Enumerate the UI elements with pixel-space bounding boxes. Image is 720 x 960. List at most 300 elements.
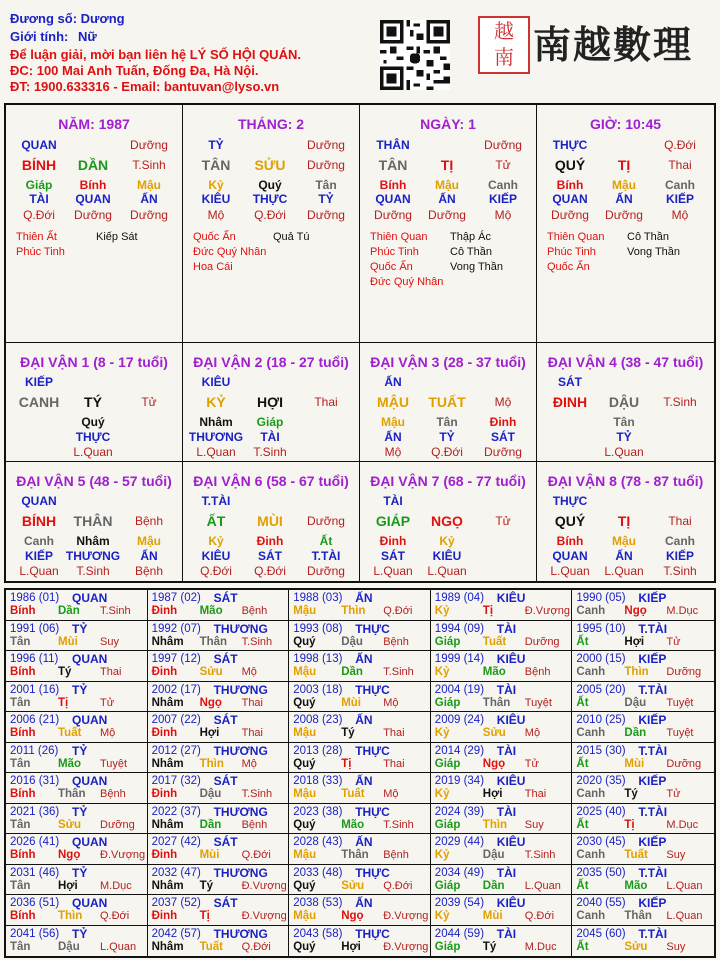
year-label: 2044 (59) bbox=[434, 927, 485, 940]
luck-title: ĐẠI VẬN 2 (18 - 27 tuổi) bbox=[193, 354, 349, 370]
year-god: T.TÀI bbox=[638, 865, 668, 880]
luck-hidden-state: Q.Đới bbox=[254, 564, 286, 578]
year-god: QUAN bbox=[72, 896, 108, 910]
year-life-stage: Dưỡng bbox=[100, 818, 135, 831]
luck-hidden-state: Bệnh bbox=[134, 564, 164, 578]
hidden-state: Dưỡng bbox=[374, 208, 412, 222]
gender-value: Nữ bbox=[77, 29, 97, 44]
year-label: 1993 (08) bbox=[293, 622, 343, 635]
year-branch: Dậu bbox=[624, 696, 647, 709]
year-stem: Quý bbox=[293, 757, 316, 770]
year-life-stage: Tuyệt bbox=[666, 696, 694, 709]
year-branch: Tý bbox=[199, 879, 214, 892]
hidden-stem: Quý bbox=[258, 178, 282, 192]
year-stem: Nhâm bbox=[151, 696, 184, 709]
year-stem: Mậu bbox=[293, 666, 317, 678]
year-life-stage: Đ.Vượng bbox=[383, 940, 429, 953]
year-branch: Tuất bbox=[341, 788, 365, 800]
year-label: 2006 (21) bbox=[10, 714, 60, 726]
year-stem: Mậu bbox=[293, 910, 317, 922]
hidden-stem: Mậu bbox=[435, 178, 459, 192]
luck-life-stage: Thai bbox=[668, 514, 692, 528]
year-label: 2034 (49) bbox=[434, 866, 485, 879]
year-stem: Đinh bbox=[151, 910, 178, 922]
year-god: KIẾP bbox=[638, 835, 667, 849]
hidden-state: Dưỡng bbox=[605, 208, 643, 222]
year-god: KIÊU bbox=[496, 713, 526, 727]
year-label: 2039 (54) bbox=[434, 897, 485, 909]
year-life-stage: Q.Đới bbox=[241, 940, 271, 953]
year-god: THỰC bbox=[355, 682, 390, 697]
annual-table bbox=[4, 588, 716, 958]
good-star: Quốc Ấn bbox=[193, 231, 236, 243]
hidden-god: TỶ bbox=[318, 192, 334, 206]
year-label: 1999 (14) bbox=[434, 653, 485, 665]
year-stem: Giáp bbox=[434, 757, 461, 770]
year-label: 2011 (26) bbox=[10, 744, 59, 757]
luck-hidden-stem: Mậu bbox=[612, 534, 636, 548]
hidden-god: ẤN bbox=[615, 192, 633, 206]
year-branch: Thân bbox=[58, 788, 86, 800]
luck-hidden-god: ẤN bbox=[140, 549, 158, 563]
year-stem: Nhâm bbox=[151, 940, 184, 953]
good-star: Phúc Tinh bbox=[547, 246, 596, 258]
gender-label: Giới tính: bbox=[10, 29, 69, 44]
annual-year-cell bbox=[148, 895, 290, 926]
year-branch: Ngọ bbox=[341, 910, 364, 922]
year-label: 2042 (57) bbox=[151, 927, 201, 940]
year-life-stage: Q.Đới bbox=[241, 849, 271, 861]
year-label: 2020 (35) bbox=[576, 775, 626, 787]
annual-year-cell bbox=[431, 895, 573, 926]
annual-year-cell bbox=[148, 926, 290, 957]
year-stem: Kỷ bbox=[434, 666, 450, 678]
pillar-year bbox=[6, 105, 183, 343]
year-label: 2032 (47) bbox=[151, 866, 201, 879]
year-stem: Canh bbox=[576, 605, 606, 617]
year-god: ẤN bbox=[355, 652, 373, 666]
luck-hidden-state: L.Quan bbox=[550, 564, 590, 578]
year-label: 2030 (45) bbox=[576, 836, 626, 848]
year-life-stage: L.Quan bbox=[666, 910, 703, 922]
year-label: 2022 (37) bbox=[151, 805, 201, 818]
pillar-title: NĂM: 1987 bbox=[58, 116, 130, 132]
year-life-stage: Thai bbox=[383, 727, 405, 739]
luck-hidden-state: Mộ bbox=[384, 445, 402, 459]
year-label: 2012 (27) bbox=[151, 744, 201, 757]
year-stem: Kỷ bbox=[434, 605, 450, 617]
hidden-stem: Mậu bbox=[612, 178, 636, 192]
year-label: 2004 (19) bbox=[434, 683, 485, 696]
year-branch: Hợi bbox=[341, 940, 361, 953]
annual-year-cell bbox=[431, 926, 573, 957]
year-stem: Ất bbox=[576, 635, 589, 648]
owner-value: Dương bbox=[80, 11, 125, 26]
hidden-god: KIÊU bbox=[201, 192, 231, 206]
year-stem: Ất bbox=[576, 940, 589, 953]
year-life-stage: Đ.Vượng bbox=[100, 849, 146, 861]
year-life-stage: L.Quan bbox=[524, 879, 561, 892]
year-stem: Tân bbox=[10, 940, 31, 953]
year-god: TÀI bbox=[496, 621, 517, 636]
year-life-stage: Dưỡng bbox=[666, 666, 702, 678]
year-branch: Ngọ bbox=[199, 696, 222, 709]
branch-state: Dưỡng bbox=[130, 138, 168, 152]
pillar-title: NGÀY: 1 bbox=[420, 116, 476, 132]
year-branch: Tị bbox=[624, 818, 635, 831]
luck-period-1 bbox=[6, 343, 183, 462]
good-star: Đức Quý Nhân bbox=[193, 246, 267, 258]
year-life-stage: Mộ bbox=[241, 757, 257, 770]
luck-hidden-god: KIÊU bbox=[432, 549, 462, 563]
pillar-day bbox=[360, 105, 537, 343]
year-branch: Dậu bbox=[482, 849, 505, 861]
annual-year-cell bbox=[572, 621, 714, 652]
year-stem: Mậu bbox=[293, 727, 317, 739]
annual-year-cell bbox=[572, 590, 714, 621]
year-god: SÁT bbox=[213, 713, 238, 727]
year-god: THỰC bbox=[355, 804, 390, 819]
year-life-stage: L.Quan bbox=[100, 940, 137, 953]
header bbox=[0, 0, 720, 100]
year-branch: Ngọ bbox=[58, 849, 81, 861]
year-god: THƯƠNG bbox=[213, 926, 268, 941]
year-god: SÁT bbox=[213, 835, 238, 849]
pillar-month bbox=[183, 105, 360, 343]
hidden-god: QUAN bbox=[552, 192, 588, 206]
year-label: 2045 (60) bbox=[576, 927, 626, 940]
year-stem: Đinh bbox=[151, 849, 178, 861]
pillars-grid bbox=[4, 103, 716, 583]
year-branch: Mão bbox=[482, 666, 506, 678]
year-life-stage: Bệnh bbox=[383, 849, 409, 861]
hidden-god: KIẾP bbox=[488, 192, 517, 206]
year-life-stage: Bệnh bbox=[241, 818, 268, 831]
year-stem: Tân bbox=[10, 818, 31, 831]
year-god: THƯƠNG bbox=[213, 804, 268, 819]
hidden-god: QUAN bbox=[75, 192, 111, 206]
year-stem: Bính bbox=[10, 849, 36, 861]
luck-hidden-state: L.Quan bbox=[604, 445, 644, 459]
year-label: 2025 (40) bbox=[576, 805, 626, 818]
luck-stem: KỶ bbox=[206, 394, 226, 410]
luck-hidden-god: SÁT bbox=[381, 549, 405, 563]
life-stage: Tử bbox=[495, 158, 511, 172]
annual-year-cell bbox=[148, 712, 290, 743]
year-stem: Kỷ bbox=[434, 849, 450, 861]
year-stem: Giáp bbox=[434, 635, 461, 648]
luck-period-8 bbox=[537, 462, 714, 581]
logo-calligraphy: 南越數理 bbox=[533, 22, 694, 67]
luck-hidden-state: Q.Đới bbox=[431, 445, 463, 459]
year-branch: Ngọ bbox=[624, 605, 647, 617]
year-label: 1990 (05) bbox=[576, 592, 626, 604]
year-branch: Thân bbox=[624, 910, 652, 922]
year-label: 2016 (31) bbox=[10, 775, 60, 787]
year-god: TỶ bbox=[72, 682, 88, 697]
year-branch: Mão bbox=[199, 605, 223, 617]
year-branch: Dậu bbox=[341, 635, 363, 648]
pillar-title: GIỜ: 10:45 bbox=[589, 116, 662, 132]
year-branch: Tuất bbox=[624, 849, 648, 861]
year-branch: Tý bbox=[482, 940, 497, 953]
year-stem: Tân bbox=[10, 696, 31, 709]
year-god: QUAN bbox=[72, 591, 108, 605]
year-stem: Ất bbox=[576, 696, 589, 709]
bad-star: Cô Thần bbox=[450, 246, 492, 258]
year-god: TỶ bbox=[72, 621, 88, 636]
year-god: TÀI bbox=[496, 926, 517, 941]
year-god: SÁT bbox=[213, 652, 238, 666]
year-life-stage: Mộ bbox=[383, 788, 399, 800]
year-label: 2041 (56) bbox=[10, 927, 60, 940]
year-branch: Dần bbox=[341, 666, 363, 678]
hidden-state: Q.Đới bbox=[23, 208, 55, 222]
stem: TÂN bbox=[201, 157, 231, 173]
year-branch: Thìn bbox=[341, 605, 366, 617]
annual-year-cell bbox=[572, 773, 714, 804]
stem-god: THÂN bbox=[376, 138, 410, 152]
annual-year-cell bbox=[572, 712, 714, 743]
hidden-god: TÀI bbox=[29, 192, 49, 206]
annual-year-cell bbox=[148, 682, 290, 713]
year-god: QUAN bbox=[72, 774, 108, 788]
year-stem: Quý bbox=[293, 879, 316, 892]
luck-hidden-god: T.TÀI bbox=[311, 549, 341, 563]
luck-branch: TỊ bbox=[617, 513, 631, 529]
year-god: THƯƠNG bbox=[213, 865, 268, 880]
year-branch: Mùi bbox=[341, 696, 361, 709]
year-branch: Tuất bbox=[199, 940, 224, 953]
year-stem: Canh bbox=[576, 788, 606, 800]
luck-stem: MẬU bbox=[377, 394, 409, 410]
stem-god: THỰC bbox=[552, 138, 588, 152]
luck-hidden-state: Dưỡng bbox=[307, 564, 345, 578]
luck-hidden-stem: Canh bbox=[24, 534, 54, 548]
branch-state: Dưỡng bbox=[307, 138, 345, 152]
annual-year-cell bbox=[6, 865, 148, 896]
hidden-state: Dưỡng bbox=[74, 208, 112, 222]
year-god: KIẾP bbox=[638, 713, 667, 727]
annual-year-cell bbox=[289, 682, 431, 713]
year-label: 2008 (23) bbox=[293, 714, 343, 726]
year-god: THỰC bbox=[355, 865, 390, 880]
luck-stem: QUÝ bbox=[554, 513, 586, 529]
annual-year-cell bbox=[572, 865, 714, 896]
contact-line: Để luận giải, mời bạn liên hệ LÝ SỐ HỘI QUÁN. bbox=[10, 47, 301, 62]
year-label: 1995 (10) bbox=[576, 622, 626, 635]
year-life-stage: Tử bbox=[666, 635, 681, 648]
year-label: 1986 (01) bbox=[10, 592, 60, 604]
annual-year-cell bbox=[431, 590, 573, 621]
year-god: T.TÀI bbox=[638, 682, 668, 697]
year-life-stage: T.Sinh bbox=[383, 666, 414, 678]
year-label: 2029 (44) bbox=[434, 836, 485, 848]
year-god: KIẾP bbox=[638, 591, 667, 605]
year-branch: Dần bbox=[624, 727, 647, 739]
annual-year-cell bbox=[6, 743, 148, 774]
year-branch: Hợi bbox=[199, 727, 220, 739]
year-life-stage: Bệnh bbox=[524, 666, 551, 678]
annual-year-cell bbox=[6, 773, 148, 804]
year-label: 2001 (16) bbox=[10, 683, 60, 696]
year-life-stage: T.Sinh bbox=[524, 849, 556, 861]
year-label: 1989 (04) bbox=[434, 592, 485, 604]
year-label: 2031 (46) bbox=[10, 866, 60, 879]
luck-god: QUAN bbox=[21, 494, 57, 508]
year-label: 2013 (28) bbox=[293, 744, 343, 757]
year-god: KIÊU bbox=[496, 652, 526, 666]
luck-hidden-god: KIẾP bbox=[665, 549, 694, 563]
annual-year-cell bbox=[6, 804, 148, 835]
luck-god: T.TÀI bbox=[201, 494, 231, 508]
year-god: TỶ bbox=[72, 865, 88, 880]
year-stem: Kỷ bbox=[434, 727, 450, 739]
year-branch: Mùi bbox=[624, 757, 645, 770]
annual-year-cell bbox=[572, 743, 714, 774]
year-label: 2026 (41) bbox=[10, 836, 60, 848]
year-life-stage: M.Dục bbox=[666, 605, 699, 617]
luck-life-stage: Mộ bbox=[494, 395, 512, 409]
year-label: 2007 (22) bbox=[151, 714, 201, 726]
luck-hidden-stem: Nhâm bbox=[76, 534, 110, 548]
luck-hidden-state: L.Quan bbox=[196, 445, 236, 459]
year-stem: Nhâm bbox=[151, 879, 184, 892]
year-god: SÁT bbox=[213, 591, 238, 605]
hidden-stem: Mậu bbox=[137, 178, 161, 192]
year-branch: Tuất bbox=[58, 727, 82, 739]
hidden-stem: Giáp bbox=[25, 178, 53, 192]
year-stem: Mậu bbox=[293, 788, 317, 800]
qr-code-icon bbox=[380, 20, 450, 90]
year-life-stage: Tuyệt bbox=[100, 757, 128, 770]
year-god: THỰC bbox=[355, 621, 390, 636]
year-branch: Mão bbox=[58, 757, 81, 770]
year-stem: Canh bbox=[576, 910, 606, 922]
year-stem: Quý bbox=[293, 818, 316, 831]
year-god: QUAN bbox=[72, 835, 108, 849]
luck-hidden-stem: Mậu bbox=[381, 415, 405, 429]
year-label: 1988 (03) bbox=[293, 592, 343, 604]
year-branch: Dần bbox=[482, 879, 505, 892]
year-branch: Sửu bbox=[341, 879, 365, 892]
luck-life-stage: Tử bbox=[495, 514, 511, 528]
annual-year-cell bbox=[289, 895, 431, 926]
luck-life-stage: Thai bbox=[314, 395, 338, 409]
year-god: KIẾP bbox=[638, 774, 667, 788]
luck-life-stage: Tử bbox=[141, 395, 157, 409]
year-label: 2021 (36) bbox=[10, 805, 60, 818]
annual-year-cell bbox=[6, 651, 148, 682]
life-stage: T.Sinh bbox=[132, 158, 166, 172]
luck-god: TÀI bbox=[383, 494, 403, 508]
year-stem: Nhâm bbox=[151, 757, 184, 770]
year-life-stage: Q.Đới bbox=[524, 910, 555, 922]
luck-hidden-god: ẤN bbox=[384, 430, 402, 444]
hidden-stem: Canh bbox=[665, 178, 695, 192]
annual-year-cell bbox=[289, 712, 431, 743]
year-god: THƯƠNG bbox=[213, 682, 268, 697]
year-stem: Ất bbox=[576, 757, 589, 770]
annual-year-cell bbox=[289, 926, 431, 957]
year-god: ẤN bbox=[355, 774, 373, 788]
year-life-stage: Dưỡng bbox=[666, 757, 702, 770]
year-life-stage: Q.Đới bbox=[100, 910, 130, 922]
annual-year-cell bbox=[289, 651, 431, 682]
year-branch: Sửu bbox=[624, 940, 648, 953]
annual-year-cell bbox=[148, 590, 290, 621]
year-life-stage: Đ.Vượng bbox=[383, 910, 429, 922]
luck-branch: THÂN bbox=[73, 513, 113, 529]
year-life-stage: M.Dục bbox=[524, 940, 557, 953]
hidden-stem: Bính bbox=[556, 178, 584, 192]
year-stem: Quý bbox=[293, 635, 316, 648]
year-life-stage: T.Sinh bbox=[383, 818, 414, 831]
year-life-stage: Bệnh bbox=[383, 635, 409, 648]
year-branch: Thân bbox=[341, 849, 369, 861]
year-label: 2002 (17) bbox=[151, 683, 201, 696]
year-god: TÀI bbox=[496, 682, 517, 697]
year-stem: Giáp bbox=[434, 940, 461, 953]
year-stem: Ất bbox=[576, 818, 589, 831]
luck-hidden-stem: Mậu bbox=[137, 534, 161, 548]
year-branch: Tị bbox=[199, 910, 210, 922]
year-life-stage: Thai bbox=[241, 727, 263, 739]
address-line: ĐC: 100 Mai Anh Tuấn, Đống Đa, Hà Nội. bbox=[10, 63, 259, 78]
year-life-stage: Thai bbox=[241, 696, 263, 709]
year-god: KIÊU bbox=[496, 591, 526, 605]
hidden-god: QUAN bbox=[375, 192, 411, 206]
hidden-god: KIẾP bbox=[665, 192, 694, 206]
hidden-god: THỰC bbox=[252, 192, 288, 206]
year-stem: Bính bbox=[10, 727, 36, 739]
year-god: KIÊU bbox=[496, 896, 526, 910]
luck-hidden-stem: Ất bbox=[319, 534, 333, 548]
year-god: QUAN bbox=[72, 652, 108, 666]
year-stem: Ất bbox=[576, 879, 589, 892]
luck-period-3 bbox=[360, 343, 537, 462]
annual-year-cell bbox=[572, 804, 714, 835]
luck-hidden-state: T.Sinh bbox=[253, 445, 287, 459]
year-god: TÀI bbox=[496, 743, 517, 758]
luck-hidden-stem: Đinh bbox=[489, 415, 517, 429]
year-stem: Giáp bbox=[434, 818, 461, 831]
year-stem: Mậu bbox=[293, 849, 317, 861]
year-life-stage: Suy bbox=[524, 818, 544, 831]
year-branch: Hợi bbox=[482, 788, 503, 800]
annual-year-cell bbox=[148, 651, 290, 682]
luck-branch: DẬU bbox=[608, 394, 640, 410]
annual-year-cell bbox=[148, 743, 290, 774]
year-branch: Thìn bbox=[58, 910, 83, 922]
year-stem: Nhâm bbox=[151, 635, 184, 648]
luck-hidden-god: ẤN bbox=[615, 549, 633, 563]
annual-year-cell bbox=[289, 865, 431, 896]
luck-hidden-god: THƯƠNG bbox=[65, 549, 121, 563]
year-label: 2035 (50) bbox=[576, 866, 626, 879]
annual-year-cell bbox=[572, 834, 714, 865]
year-branch: Dần bbox=[58, 605, 80, 617]
hidden-god: ẤN bbox=[140, 192, 158, 206]
year-branch: Tý bbox=[58, 666, 72, 678]
luck-hidden-stem: Tân bbox=[436, 415, 458, 429]
year-life-stage: Tuyệt bbox=[524, 696, 552, 709]
year-branch: Tuất bbox=[482, 635, 507, 648]
luck-period-5 bbox=[6, 462, 183, 581]
year-life-stage: Thai bbox=[383, 757, 405, 770]
luck-hidden-state: L.Quan bbox=[604, 564, 644, 578]
year-branch: Hợi bbox=[624, 635, 645, 648]
